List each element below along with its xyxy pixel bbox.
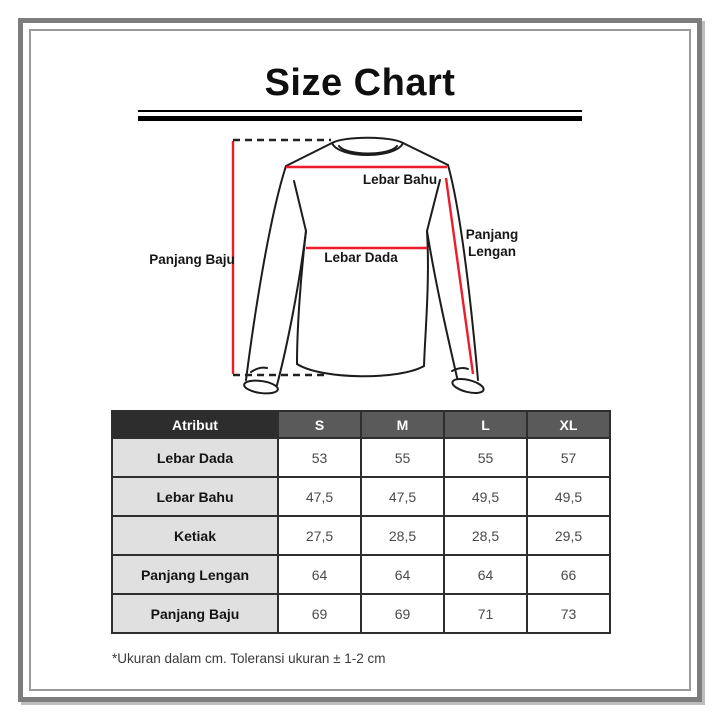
garment-measurement-diagram (130, 126, 600, 412)
value-cell: 73 (527, 594, 610, 633)
column-header-size-xl: XL (527, 411, 610, 438)
label-panjang-baju: Panjang Baju (149, 252, 235, 267)
value-cell: 47,5 (278, 477, 361, 516)
value-cell: 71 (444, 594, 527, 633)
column-header-atribut: Atribut (112, 411, 278, 438)
attribute-cell: Panjang Lengan (112, 555, 278, 594)
value-cell: 53 (278, 438, 361, 477)
column-header-size-l: L (444, 411, 527, 438)
label-panjang-lengan-line2: Lengan (467, 244, 517, 259)
value-cell: 64 (444, 555, 527, 594)
label-lebar-dada: Lebar Dada (324, 250, 398, 265)
table-row (112, 516, 610, 555)
footnote: *Ukuran dalam cm. Toleransi ukuran ± 1-2 cm (112, 651, 386, 666)
label-lebar-bahu: Lebar Bahu (362, 172, 438, 187)
value-cell: 69 (361, 594, 444, 633)
page-title: Size Chart (264, 62, 456, 104)
right-cuff (451, 376, 485, 395)
attribute-cell: Ketiak (112, 516, 278, 555)
value-cell: 49,5 (444, 477, 527, 516)
table-row (112, 477, 610, 516)
value-cell: 64 (361, 555, 444, 594)
value-cell: 28,5 (444, 516, 527, 555)
value-cell: 66 (527, 555, 610, 594)
attribute-cell: Panjang Baju (112, 594, 278, 633)
dashed-guide-lines (233, 140, 331, 375)
size-table (111, 410, 611, 634)
attribute-cell: Lebar Dada (112, 438, 278, 477)
value-cell: 29,5 (527, 516, 610, 555)
value-cell: 69 (278, 594, 361, 633)
column-header-size-s: S (278, 411, 361, 438)
table-row (112, 594, 610, 633)
divider-thin-line (138, 110, 582, 112)
table-row (112, 555, 610, 594)
value-cell: 27,5 (278, 516, 361, 555)
value-cell: 55 (361, 438, 444, 477)
size-table-body (112, 438, 610, 633)
left-cuff (243, 379, 278, 396)
table-row (112, 438, 610, 477)
divider-thick-line (138, 116, 582, 121)
value-cell: 47,5 (361, 477, 444, 516)
label-panjang-lengan-line1: Panjang (465, 227, 519, 242)
value-cell: 28,5 (361, 516, 444, 555)
value-cell: 64 (278, 555, 361, 594)
title-divider (138, 110, 582, 121)
value-cell: 49,5 (527, 477, 610, 516)
size-table-head-row (112, 411, 610, 438)
value-cell: 57 (527, 438, 610, 477)
column-header-size-m: M (361, 411, 444, 438)
attribute-cell: Lebar Bahu (112, 477, 278, 516)
value-cell: 55 (444, 438, 527, 477)
